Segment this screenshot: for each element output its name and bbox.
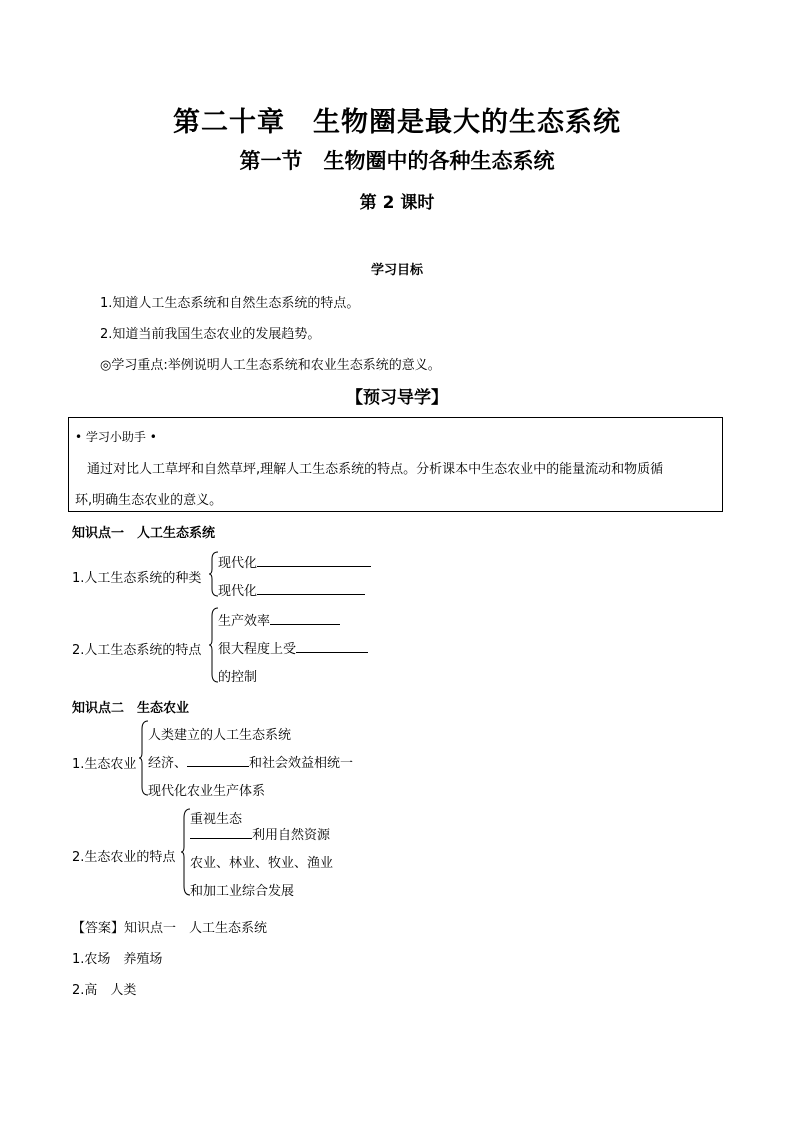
answer-item: 2.高 人类 bbox=[72, 983, 137, 998]
kp2-q2-label: 2.生态农业的特点 bbox=[72, 850, 176, 865]
kp1-q2-item: 的控制 bbox=[218, 670, 258, 685]
objective-item: 2.知道当前我国生态农业的发展趋势。 bbox=[100, 327, 321, 342]
helper-tag: • 学习小助手 • bbox=[75, 430, 157, 444]
objectives-heading: 学习目标 bbox=[370, 263, 423, 278]
lesson-title: 第 2 课时 bbox=[359, 193, 435, 213]
kp1-heading: 知识点一 人工生态系统 bbox=[72, 526, 216, 541]
kp2-q2-item: 和加工业综合发展 bbox=[190, 884, 295, 899]
kp1-q1-item: 现代化 bbox=[218, 552, 371, 571]
preview-heading: 【预习导学】 bbox=[346, 388, 448, 408]
kp2-q1-label: 1.生态农业 bbox=[72, 757, 137, 772]
answer-blank bbox=[257, 582, 365, 595]
kp1-q1-label: 1.人工生态系统的种类 bbox=[72, 571, 202, 586]
kp2-q2-item: 重视生态 bbox=[190, 812, 243, 827]
kp2-q2-item: 利用自然资源 bbox=[190, 824, 330, 843]
kp1-q1-item: 现代化 bbox=[218, 580, 365, 599]
kp2-heading: 知识点二 生态农业 bbox=[72, 701, 190, 716]
section-title: 第一节 生物圈中的各种生态系统 bbox=[239, 149, 555, 173]
answer-heading: 【答案】知识点一 人工生态系统 bbox=[72, 921, 268, 936]
kp1-q2-item: 生产效率 bbox=[218, 610, 340, 629]
objective-focus: ◎学习重点:举例说明人工生态系统和农业生态系统的意义。 bbox=[100, 358, 441, 373]
answer-blank bbox=[296, 640, 368, 653]
answer-blank bbox=[270, 612, 340, 625]
answer-blank bbox=[257, 554, 371, 567]
chapter-title: 第二十章 生物圈是最大的生态系统 bbox=[173, 107, 621, 138]
answer-blank bbox=[187, 754, 249, 767]
kp2-q1-item: 人类建立的人工生态系统 bbox=[148, 728, 292, 743]
objective-item: 1.知道人工生态系统和自然生态系统的特点。 bbox=[100, 296, 360, 311]
helper-box bbox=[68, 417, 723, 512]
answer-blank bbox=[190, 826, 252, 839]
kp2-q1-item: 经济、 和社会效益相统一 bbox=[148, 756, 354, 771]
kp2-q1-item: 现代化农业生产体系 bbox=[148, 784, 266, 799]
helper-text-line2: 环,明确生态农业的意义。 bbox=[75, 493, 223, 508]
kp2-q2-item: 农业、林业、牧业、渔业 bbox=[190, 856, 334, 871]
answer-item: 1.农场 养殖场 bbox=[72, 952, 163, 967]
kp1-q2-item: 很大程度上受 bbox=[218, 638, 368, 657]
kp1-q2-label: 2.人工生态系统的特点 bbox=[72, 643, 202, 658]
helper-text-line1: 通过对比人工草坪和自然草坪,理解人工生态系统的特点。分析课本中生态农业中的能量流动和物质循 bbox=[87, 462, 664, 477]
